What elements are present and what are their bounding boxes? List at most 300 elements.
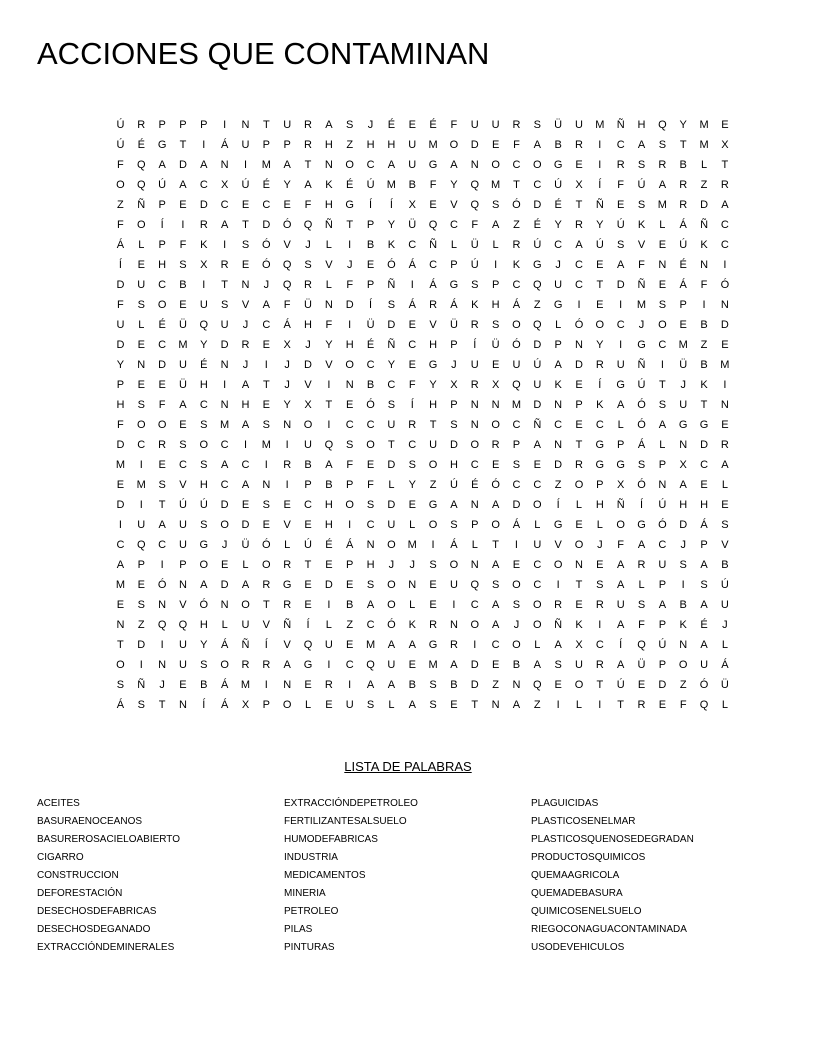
grid-letter[interactable]: M bbox=[365, 639, 376, 651]
grid-letter[interactable]: S bbox=[158, 479, 166, 491]
grid-letter[interactable]: P bbox=[179, 559, 187, 571]
grid-letter[interactable]: T bbox=[304, 159, 312, 171]
grid-letter[interactable]: K bbox=[596, 399, 604, 411]
grid-letter[interactable]: I bbox=[473, 639, 477, 651]
grid-letter[interactable]: I bbox=[348, 239, 352, 251]
grid-letter[interactable]: Q bbox=[199, 319, 209, 331]
grid-letter[interactable]: Í bbox=[556, 499, 560, 511]
grid-letter[interactable]: O bbox=[136, 219, 146, 231]
grid-letter[interactable]: S bbox=[220, 299, 229, 311]
grid-letter[interactable]: A bbox=[700, 559, 708, 571]
grid-letter[interactable]: C bbox=[429, 259, 438, 271]
grid-letter[interactable]: V bbox=[283, 639, 291, 651]
grid-letter[interactable]: H bbox=[324, 499, 333, 511]
grid-letter[interactable]: R bbox=[283, 599, 292, 611]
grid-letter[interactable]: A bbox=[200, 159, 208, 171]
grid-letter[interactable]: Q bbox=[533, 319, 542, 331]
grid-letter[interactable]: M bbox=[678, 339, 688, 351]
grid-letter[interactable]: A bbox=[512, 699, 521, 711]
grid-letter[interactable]: K bbox=[387, 239, 396, 251]
grid-letter[interactable]: I bbox=[243, 439, 248, 451]
grid-letter[interactable]: V bbox=[283, 519, 291, 531]
grid-letter[interactable]: S bbox=[116, 679, 125, 691]
grid-letter[interactable]: É bbox=[158, 319, 166, 331]
grid-letter[interactable]: U bbox=[241, 619, 250, 631]
grid-letter[interactable]: T bbox=[575, 439, 583, 451]
grid-letter[interactable]: C bbox=[512, 279, 521, 291]
grid-letter[interactable]: E bbox=[346, 579, 354, 591]
grid-letter[interactable]: Q bbox=[282, 259, 292, 271]
grid-letter[interactable]: T bbox=[721, 159, 729, 171]
grid-letter[interactable]: Í bbox=[389, 199, 393, 211]
grid-letter[interactable]: G bbox=[533, 259, 542, 271]
grid-letter[interactable]: S bbox=[637, 599, 646, 611]
grid-letter[interactable]: N bbox=[345, 379, 354, 391]
grid-letter[interactable]: B bbox=[679, 599, 687, 611]
grid-letter[interactable]: Á bbox=[450, 299, 458, 311]
grid-letter[interactable]: E bbox=[366, 459, 375, 471]
grid-letter[interactable]: I bbox=[181, 219, 185, 231]
grid-letter[interactable]: A bbox=[450, 659, 458, 671]
grid-letter[interactable]: J bbox=[597, 539, 603, 551]
grid-letter[interactable]: T bbox=[429, 419, 437, 431]
grid-letter[interactable]: D bbox=[700, 199, 709, 211]
grid-letter[interactable]: S bbox=[241, 239, 250, 251]
grid-letter[interactable]: C bbox=[616, 139, 625, 151]
grid-letter[interactable]: L bbox=[388, 479, 395, 491]
grid-letter[interactable]: F bbox=[617, 179, 625, 191]
grid-letter[interactable]: S bbox=[137, 299, 145, 311]
grid-letter[interactable]: A bbox=[408, 699, 416, 711]
grid-letter[interactable]: Í bbox=[369, 199, 373, 211]
grid-letter[interactable]: Í bbox=[369, 299, 373, 311]
grid-letter[interactable]: G bbox=[595, 439, 605, 451]
grid-letter[interactable]: Ü bbox=[720, 679, 729, 691]
grid-letter[interactable]: I bbox=[264, 359, 268, 371]
grid-letter[interactable]: L bbox=[409, 599, 416, 611]
grid-letter[interactable]: S bbox=[262, 419, 270, 431]
grid-letter[interactable]: O bbox=[595, 319, 605, 331]
grid-letter[interactable]: L bbox=[721, 699, 728, 711]
grid-letter[interactable]: Á bbox=[721, 659, 729, 671]
grid-letter[interactable]: Q bbox=[512, 379, 521, 391]
grid-letter[interactable]: J bbox=[388, 559, 395, 571]
grid-letter[interactable]: N bbox=[720, 399, 729, 411]
grid-letter[interactable]: G bbox=[428, 499, 438, 511]
grid-letter[interactable]: E bbox=[512, 559, 521, 571]
grid-letter[interactable]: N bbox=[449, 619, 458, 631]
grid-letter[interactable]: D bbox=[116, 439, 125, 451]
grid-letter[interactable]: N bbox=[283, 419, 292, 431]
grid-letter[interactable]: K bbox=[700, 379, 708, 391]
grid-letter[interactable]: S bbox=[137, 699, 145, 711]
grid-letter[interactable]: D bbox=[554, 459, 563, 471]
grid-letter[interactable]: E bbox=[325, 699, 333, 711]
grid-letter[interactable]: R bbox=[679, 179, 688, 191]
grid-letter[interactable]: C bbox=[720, 219, 729, 231]
grid-letter[interactable]: Ó bbox=[491, 479, 500, 491]
grid-letter[interactable]: N bbox=[554, 439, 563, 451]
grid-letter[interactable]: N bbox=[283, 679, 292, 691]
grid-letter[interactable]: P bbox=[283, 139, 291, 151]
grid-letter[interactable]: F bbox=[117, 419, 124, 431]
grid-letter[interactable]: T bbox=[221, 279, 228, 291]
grid-letter[interactable]: K bbox=[554, 379, 562, 391]
grid-letter[interactable]: G bbox=[678, 419, 688, 431]
grid-letter[interactable]: J bbox=[638, 319, 645, 331]
grid-letter[interactable]: Ñ bbox=[429, 239, 438, 251]
grid-letter[interactable]: C bbox=[220, 479, 229, 491]
grid-letter[interactable]: I bbox=[202, 139, 206, 151]
grid-letter[interactable]: Z bbox=[533, 699, 541, 711]
grid-letter[interactable]: Y bbox=[596, 219, 604, 231]
grid-letter[interactable]: Í bbox=[202, 699, 206, 711]
grid-letter[interactable]: R bbox=[470, 319, 479, 331]
grid-letter[interactable]: A bbox=[491, 499, 500, 511]
grid-letter[interactable]: L bbox=[617, 419, 624, 431]
grid-letter[interactable]: Ü bbox=[178, 319, 187, 331]
grid-letter[interactable]: C bbox=[158, 339, 167, 351]
grid-letter[interactable]: M bbox=[428, 659, 438, 671]
grid-letter[interactable]: R bbox=[199, 219, 208, 231]
grid-letter[interactable]: J bbox=[346, 259, 353, 271]
grid-letter[interactable]: B bbox=[346, 599, 354, 611]
grid-letter[interactable]: D bbox=[512, 499, 521, 511]
grid-letter[interactable]: H bbox=[199, 479, 208, 491]
grid-letter[interactable]: F bbox=[408, 379, 416, 391]
grid-letter[interactable]: O bbox=[491, 159, 500, 171]
grid-letter[interactable]: U bbox=[408, 139, 417, 151]
grid-letter[interactable]: Ó bbox=[720, 279, 730, 291]
grid-letter[interactable]: B bbox=[408, 679, 416, 691]
grid-letter[interactable]: H bbox=[199, 379, 208, 391]
grid-letter[interactable]: K bbox=[512, 259, 521, 271]
grid-letter[interactable]: X bbox=[304, 399, 312, 411]
grid-letter[interactable]: O bbox=[220, 659, 229, 671]
grid-letter[interactable]: N bbox=[158, 599, 167, 611]
grid-letter[interactable]: H bbox=[199, 619, 208, 631]
grid-letter[interactable]: P bbox=[617, 439, 625, 451]
grid-letter[interactable]: X bbox=[241, 699, 250, 711]
grid-letter[interactable]: Á bbox=[408, 259, 416, 271]
grid-letter[interactable]: Í bbox=[639, 499, 644, 511]
grid-letter[interactable]: F bbox=[429, 179, 437, 191]
grid-letter[interactable]: J bbox=[513, 619, 520, 631]
grid-letter[interactable]: P bbox=[262, 139, 270, 151]
grid-letter[interactable]: C bbox=[533, 559, 542, 571]
grid-letter[interactable]: P bbox=[116, 379, 125, 391]
grid-letter[interactable]: S bbox=[179, 439, 187, 451]
grid-letter[interactable]: Ñ bbox=[595, 199, 604, 211]
grid-letter[interactable]: R bbox=[241, 659, 250, 671]
grid-letter[interactable]: O bbox=[157, 419, 167, 431]
grid-letter[interactable]: Í bbox=[306, 619, 310, 631]
grid-letter[interactable]: L bbox=[409, 519, 416, 531]
grid-letter[interactable]: T bbox=[242, 219, 249, 231]
grid-letter[interactable]: X bbox=[575, 179, 583, 191]
grid-letter[interactable]: C bbox=[262, 319, 271, 331]
grid-letter[interactable]: Ú bbox=[637, 379, 646, 391]
grid-letter[interactable]: M bbox=[595, 119, 605, 131]
grid-letter[interactable]: T bbox=[325, 399, 333, 411]
grid-letter[interactable]: L bbox=[659, 439, 666, 451]
grid-letter[interactable]: I bbox=[619, 339, 623, 351]
grid-letter[interactable]: Ú bbox=[304, 539, 312, 551]
grid-letter[interactable]: C bbox=[345, 419, 354, 431]
grid-letter[interactable]: V bbox=[283, 239, 291, 251]
grid-letter[interactable]: P bbox=[200, 119, 208, 131]
grid-letter[interactable]: D bbox=[158, 359, 167, 371]
grid-letter[interactable]: Á bbox=[283, 319, 291, 331]
grid-letter[interactable]: Ú bbox=[658, 639, 667, 651]
grid-letter[interactable]: Y bbox=[200, 639, 208, 651]
grid-letter[interactable]: E bbox=[637, 679, 646, 691]
grid-letter[interactable]: Ó bbox=[262, 259, 271, 271]
grid-letter[interactable]: E bbox=[596, 559, 604, 571]
grid-letter[interactable]: Ñ bbox=[700, 219, 709, 231]
grid-letter[interactable]: H bbox=[491, 299, 500, 311]
grid-letter[interactable]: A bbox=[491, 219, 500, 231]
grid-letter[interactable]: E bbox=[491, 459, 500, 471]
grid-letter[interactable]: Ñ bbox=[387, 279, 396, 291]
grid-letter[interactable]: N bbox=[575, 559, 583, 571]
grid-letter[interactable]: Ó bbox=[637, 479, 646, 491]
grid-letter[interactable]: O bbox=[303, 419, 313, 431]
grid-letter[interactable]: C bbox=[116, 539, 125, 551]
grid-letter[interactable]: S bbox=[450, 419, 458, 431]
grid-letter[interactable]: I bbox=[139, 659, 143, 671]
grid-letter[interactable]: Z bbox=[346, 619, 354, 631]
grid-letter[interactable]: D bbox=[470, 139, 479, 151]
grid-letter[interactable]: U bbox=[304, 439, 312, 451]
grid-letter[interactable]: L bbox=[471, 539, 478, 551]
grid-letter[interactable]: Z bbox=[429, 479, 437, 491]
grid-letter[interactable]: É bbox=[679, 259, 687, 271]
grid-letter[interactable]: X bbox=[721, 139, 729, 151]
grid-letter[interactable]: G bbox=[428, 639, 438, 651]
grid-letter[interactable]: I bbox=[431, 539, 435, 551]
grid-letter[interactable]: M bbox=[220, 419, 230, 431]
grid-letter[interactable]: A bbox=[617, 399, 625, 411]
grid-letter[interactable]: A bbox=[200, 579, 208, 591]
grid-letter[interactable]: D bbox=[345, 299, 354, 311]
grid-letter[interactable]: L bbox=[388, 699, 395, 711]
grid-letter[interactable]: T bbox=[158, 499, 166, 511]
grid-letter[interactable]: E bbox=[429, 199, 437, 211]
grid-letter[interactable]: A bbox=[325, 459, 333, 471]
grid-letter[interactable]: G bbox=[428, 159, 438, 171]
grid-letter[interactable]: U bbox=[116, 319, 125, 331]
grid-letter[interactable]: Ú bbox=[595, 239, 604, 251]
grid-letter[interactable]: Y bbox=[679, 119, 687, 131]
grid-letter[interactable]: I bbox=[556, 699, 560, 711]
grid-letter[interactable]: Í bbox=[160, 219, 164, 231]
grid-letter[interactable]: Ñ bbox=[616, 119, 625, 131]
grid-letter[interactable]: A bbox=[450, 159, 458, 171]
grid-letter[interactable]: L bbox=[242, 559, 249, 571]
grid-letter[interactable]: B bbox=[512, 659, 521, 671]
grid-letter[interactable]: A bbox=[387, 679, 396, 691]
grid-letter[interactable]: I bbox=[619, 299, 623, 311]
grid-letter[interactable]: C bbox=[533, 579, 542, 591]
grid-letter[interactable]: E bbox=[408, 119, 416, 131]
grid-letter[interactable]: O bbox=[387, 579, 396, 591]
grid-letter[interactable]: K bbox=[575, 619, 583, 631]
grid-letter[interactable]: D bbox=[470, 659, 479, 671]
grid-letter[interactable]: C bbox=[408, 439, 417, 451]
grid-letter[interactable]: T bbox=[575, 579, 583, 591]
grid-letter[interactable]: P bbox=[450, 399, 458, 411]
grid-letter[interactable]: D bbox=[116, 339, 125, 351]
grid-letter[interactable]: J bbox=[451, 359, 457, 371]
grid-letter[interactable]: Á bbox=[116, 239, 125, 251]
grid-letter[interactable]: F bbox=[450, 119, 458, 131]
grid-letter[interactable]: R bbox=[595, 659, 604, 671]
grid-letter[interactable]: S bbox=[387, 399, 396, 411]
grid-letter[interactable]: B bbox=[700, 359, 708, 371]
grid-letter[interactable]: P bbox=[158, 239, 166, 251]
grid-letter[interactable]: P bbox=[658, 659, 667, 671]
grid-letter[interactable]: O bbox=[241, 599, 250, 611]
grid-letter[interactable]: A bbox=[241, 379, 250, 391]
grid-letter[interactable]: I bbox=[410, 279, 414, 291]
grid-letter[interactable]: S bbox=[179, 259, 187, 271]
grid-letter[interactable]: A bbox=[220, 459, 229, 471]
grid-letter[interactable]: I bbox=[598, 139, 602, 151]
grid-letter[interactable]: I bbox=[264, 679, 268, 691]
grid-letter[interactable]: N bbox=[241, 279, 250, 291]
grid-letter[interactable]: C bbox=[220, 199, 229, 211]
grid-letter[interactable]: A bbox=[491, 619, 500, 631]
grid-letter[interactable]: G bbox=[303, 659, 313, 671]
grid-letter[interactable]: Y bbox=[408, 479, 416, 491]
grid-letter[interactable]: G bbox=[157, 139, 167, 151]
grid-letter[interactable]: C bbox=[449, 219, 458, 231]
grid-letter[interactable]: V bbox=[554, 539, 562, 551]
grid-letter[interactable]: D bbox=[387, 499, 396, 511]
grid-letter[interactable]: R bbox=[262, 579, 271, 591]
grid-letter[interactable]: A bbox=[387, 159, 396, 171]
grid-letter[interactable]: G bbox=[637, 519, 646, 531]
grid-letter[interactable]: V bbox=[721, 539, 729, 551]
grid-letter[interactable]: I bbox=[139, 459, 143, 471]
grid-letter[interactable]: B bbox=[554, 139, 562, 151]
grid-letter[interactable]: C bbox=[470, 599, 479, 611]
grid-letter[interactable]: F bbox=[346, 459, 354, 471]
grid-letter[interactable]: Ñ bbox=[137, 679, 146, 691]
grid-letter[interactable]: E bbox=[366, 259, 375, 271]
grid-letter[interactable]: P bbox=[596, 479, 604, 491]
grid-letter[interactable]: N bbox=[366, 539, 375, 551]
grid-letter[interactable]: Q bbox=[637, 639, 646, 651]
grid-letter[interactable]: T bbox=[262, 119, 270, 131]
grid-letter[interactable]: C bbox=[158, 539, 167, 551]
grid-letter[interactable]: P bbox=[450, 259, 458, 271]
grid-letter[interactable]: U bbox=[575, 659, 583, 671]
grid-letter[interactable]: E bbox=[158, 459, 166, 471]
grid-letter[interactable]: H bbox=[304, 319, 312, 331]
grid-letter[interactable]: U bbox=[137, 519, 146, 531]
grid-letter[interactable]: O bbox=[387, 599, 396, 611]
grid-letter[interactable]: M bbox=[178, 339, 188, 351]
grid-letter[interactable]: E bbox=[179, 679, 187, 691]
grid-letter[interactable]: D bbox=[470, 679, 479, 691]
grid-letter[interactable]: E bbox=[491, 659, 500, 671]
grid-letter[interactable]: C bbox=[533, 179, 542, 191]
grid-letter[interactable]: S bbox=[637, 159, 646, 171]
grid-letter[interactable]: B bbox=[408, 179, 416, 191]
grid-letter[interactable]: A bbox=[658, 179, 667, 191]
grid-letter[interactable]: J bbox=[284, 379, 290, 391]
grid-letter[interactable]: U bbox=[679, 399, 688, 411]
grid-letter[interactable]: Ñ bbox=[283, 619, 292, 631]
grid-letter[interactable]: Q bbox=[324, 439, 334, 451]
grid-letter[interactable]: P bbox=[262, 699, 270, 711]
grid-letter[interactable]: Ó bbox=[512, 339, 521, 351]
grid-letter[interactable]: D bbox=[220, 499, 229, 511]
grid-letter[interactable]: N bbox=[220, 359, 229, 371]
grid-letter[interactable]: Á bbox=[512, 299, 521, 311]
grid-letter[interactable]: F bbox=[617, 539, 625, 551]
grid-letter[interactable]: S bbox=[262, 499, 270, 511]
grid-letter[interactable]: H bbox=[595, 499, 604, 511]
grid-letter[interactable]: F bbox=[117, 299, 124, 311]
grid-letter[interactable]: Ó bbox=[387, 259, 396, 271]
grid-letter[interactable]: S bbox=[200, 459, 208, 471]
grid-letter[interactable]: S bbox=[700, 579, 708, 591]
grid-letter[interactable]: S bbox=[721, 519, 729, 531]
grid-letter[interactable]: A bbox=[408, 639, 416, 651]
grid-letter[interactable]: I bbox=[577, 299, 581, 311]
grid-letter[interactable]: Ü bbox=[241, 539, 250, 551]
grid-letter[interactable]: Q bbox=[366, 659, 375, 671]
grid-letter[interactable]: É bbox=[325, 539, 333, 551]
grid-letter[interactable]: V bbox=[450, 199, 458, 211]
grid-letter[interactable]: M bbox=[115, 459, 125, 471]
grid-letter[interactable]: I bbox=[702, 299, 706, 311]
grid-letter[interactable]: N bbox=[324, 299, 333, 311]
grid-letter[interactable]: G bbox=[282, 579, 292, 591]
grid-letter[interactable]: Y bbox=[450, 179, 458, 191]
grid-letter[interactable]: N bbox=[220, 399, 229, 411]
grid-letter[interactable]: E bbox=[137, 579, 145, 591]
grid-letter[interactable]: E bbox=[137, 379, 145, 391]
grid-letter[interactable]: T bbox=[596, 679, 604, 691]
grid-letter[interactable]: E bbox=[116, 479, 125, 491]
grid-letter[interactable]: E bbox=[575, 519, 583, 531]
grid-letter[interactable]: A bbox=[179, 399, 187, 411]
grid-letter[interactable]: C bbox=[262, 199, 271, 211]
grid-letter[interactable]: S bbox=[137, 599, 145, 611]
grid-letter[interactable]: K bbox=[200, 239, 208, 251]
grid-letter[interactable]: C bbox=[304, 499, 312, 511]
grid-letter[interactable]: A bbox=[617, 259, 625, 271]
grid-letter[interactable]: C bbox=[616, 319, 625, 331]
grid-letter[interactable]: J bbox=[555, 259, 561, 271]
grid-letter[interactable]: R bbox=[595, 359, 604, 371]
grid-letter[interactable]: V bbox=[179, 479, 187, 491]
grid-letter[interactable]: R bbox=[720, 439, 729, 451]
grid-letter[interactable]: A bbox=[179, 179, 187, 191]
grid-letter[interactable]: O bbox=[345, 359, 354, 371]
grid-letter[interactable]: Q bbox=[303, 219, 313, 231]
grid-letter[interactable]: R bbox=[449, 639, 458, 651]
grid-letter[interactable]: Á bbox=[220, 679, 229, 691]
grid-letter[interactable]: N bbox=[178, 699, 187, 711]
grid-letter[interactable]: Ó bbox=[574, 319, 584, 331]
grid-letter[interactable]: U bbox=[345, 699, 354, 711]
grid-letter[interactable]: O bbox=[345, 159, 354, 171]
